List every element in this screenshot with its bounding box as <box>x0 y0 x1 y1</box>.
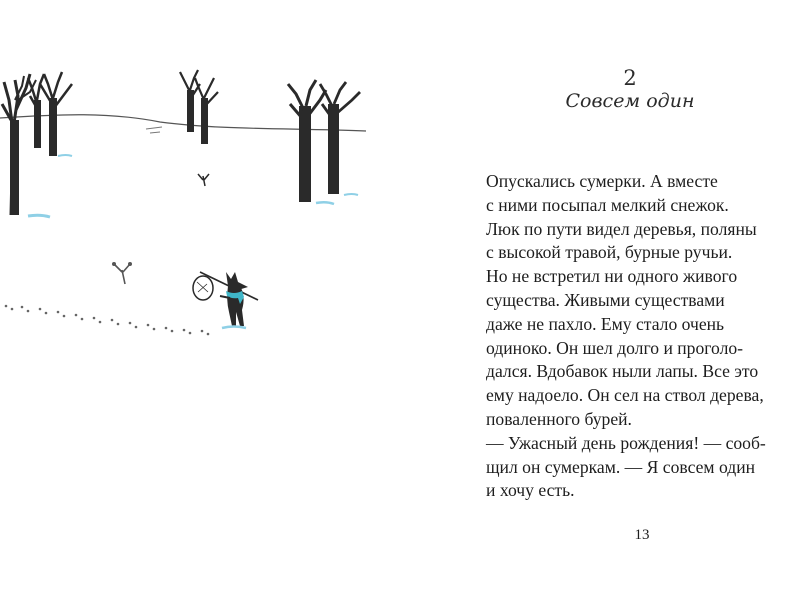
text-line: поваленного бурей. <box>486 408 632 429</box>
text-line: дался. Вдобавок ныли лапы. Все это <box>486 361 759 382</box>
text-line: Но не встретил ни одного живого <box>486 266 738 287</box>
footprints <box>5 305 210 336</box>
text-line: Опускались сумерки. А вместе <box>486 171 718 191</box>
tree-middle-right <box>195 78 218 144</box>
chapter-number: 2 <box>623 66 637 90</box>
tree-left-tall <box>2 74 50 217</box>
text-line: с ними посыпал мелкий снежок. <box>486 194 729 215</box>
text-line: существа. Живыми существами <box>486 289 725 310</box>
text-line: одиноко. Он шел долго и проголо- <box>486 337 744 358</box>
text-line: с высокой травой, бурные ручьи. <box>486 242 733 263</box>
chapter-title: Совсем один <box>565 90 695 112</box>
distant-marks <box>146 127 162 133</box>
text-line: даже не пахло. Ему стало очень <box>486 313 725 334</box>
text-line: щил он сумеркам. — Я совсем один <box>486 456 756 477</box>
body-text <box>486 170 794 503</box>
plant-sprout <box>112 262 132 284</box>
fox-character <box>193 272 258 328</box>
tree-right-second <box>320 82 360 195</box>
tree-left-third <box>40 72 72 156</box>
text-line: Люк по пути видел деревья, поляны <box>486 218 757 239</box>
text-line: и хочу есть. <box>486 480 575 501</box>
small-twig <box>198 174 209 186</box>
text-line: — Ужасный день рождения! — сооб- <box>486 432 766 453</box>
tree-middle-left <box>180 70 200 132</box>
text-line: ему надоело. Он сел на ствол дерева, <box>486 385 764 406</box>
page-number: 13 <box>634 527 650 543</box>
